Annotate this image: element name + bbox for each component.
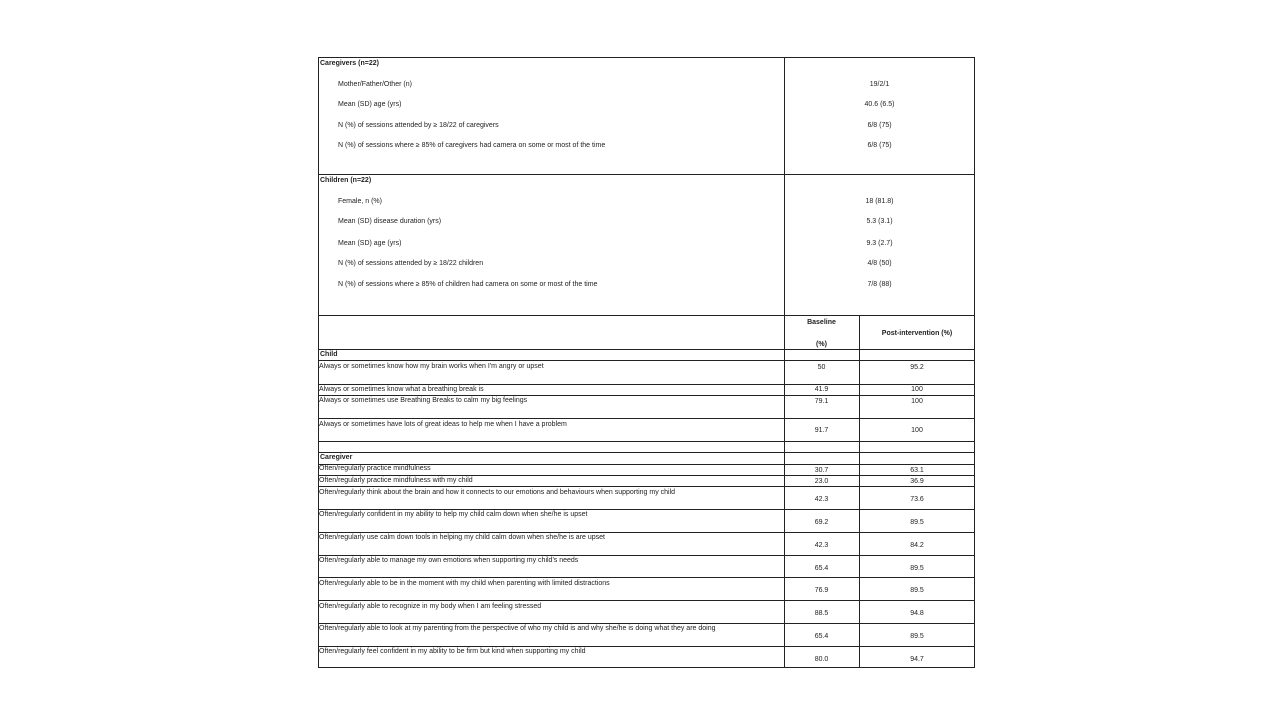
baseline-value: 80.0 bbox=[814, 656, 829, 663]
row-divider bbox=[318, 577, 975, 578]
post-value: 100 bbox=[911, 386, 923, 393]
children-row-value: 9.3 (2.7) bbox=[866, 240, 893, 247]
caregivers-row-label: Mean (SD) age (yrs) bbox=[338, 101, 402, 108]
outcome-label: Often/regularly able to look at my parenting from the perspective of who my child is and why she/he is doing what they are doing bbox=[319, 625, 716, 632]
outcome-label: Always or sometimes use Breathing Breaks to calm my big feelings bbox=[319, 397, 528, 404]
post-value: 100 bbox=[911, 427, 923, 434]
post-value: 89.5 bbox=[910, 519, 924, 526]
row-divider bbox=[318, 486, 975, 487]
children-row-label: Mean (SD) disease duration (yrs) bbox=[338, 218, 442, 225]
baseline-value: 69.2 bbox=[814, 519, 829, 526]
caregivers-row-value: 6/8 (75) bbox=[867, 122, 892, 129]
children-row-label: N (%) of sessions attended by ≥ 18/22 children bbox=[338, 260, 484, 267]
baseline-header: Baseline bbox=[807, 319, 836, 326]
baseline-value: 50 bbox=[817, 364, 826, 371]
baseline-value: 65.4 bbox=[814, 565, 829, 572]
baseline-value: 79.1 bbox=[814, 398, 829, 405]
children-row-value: 7/8 (88) bbox=[867, 281, 892, 288]
baseline-value: 91.7 bbox=[814, 427, 829, 434]
outcome-label: Often/regularly use calm down tools in helping my child calm down when she/he is are upset bbox=[319, 534, 605, 541]
caregivers-table bbox=[318, 57, 975, 175]
post-value: 95.2 bbox=[910, 364, 924, 371]
baseline-value: 76.9 bbox=[814, 587, 829, 594]
post-value: 89.5 bbox=[910, 633, 924, 640]
row-divider bbox=[318, 452, 975, 453]
caregivers-row-label: N (%) of sessions where ≥ 85% of caregivers had camera on some or most of the time bbox=[338, 142, 606, 149]
post-value: 89.5 bbox=[910, 587, 924, 594]
caregivers-row-value: 40.6 (6.5) bbox=[864, 101, 895, 108]
caregivers-row-label: Mother/Father/Other (n) bbox=[338, 81, 412, 88]
baseline-value: 41.9 bbox=[814, 386, 829, 393]
outcome-label: Always or sometimes know what a breathing break is bbox=[319, 386, 484, 393]
caregivers-heading: Caregivers (n=22) bbox=[320, 60, 379, 67]
caregiver-heading: Caregiver bbox=[320, 454, 353, 461]
outcome-label: Often/regularly practice mindfulness with my child bbox=[319, 477, 473, 484]
row-divider bbox=[318, 600, 975, 601]
children-row-value: 18 (81.8) bbox=[865, 198, 894, 205]
row-divider bbox=[318, 418, 975, 419]
children-heading: Children (n=22) bbox=[320, 177, 372, 184]
children-row-label: N (%) of sessions where ≥ 85% of children had camera on some or most of the time bbox=[338, 281, 598, 288]
baseline-value: 88.5 bbox=[814, 610, 829, 617]
post-value: 89.5 bbox=[910, 565, 924, 572]
row-divider bbox=[318, 349, 975, 350]
outcome-label: Always or sometimes have lots of great ideas to help me when I have a problem bbox=[319, 421, 567, 428]
post-intervention-header: Post-intervention (%) bbox=[881, 330, 953, 337]
post-value: 73.6 bbox=[910, 496, 924, 503]
post-value: 63.1 bbox=[910, 467, 924, 474]
outcome-label: Often/regularly able to recognize in my body when I am feeling stressed bbox=[319, 603, 542, 610]
children-row-label: Mean (SD) age (yrs) bbox=[338, 240, 402, 247]
row-divider bbox=[318, 441, 975, 442]
post-value: 94.7 bbox=[910, 656, 924, 663]
baseline-unit: (%) bbox=[816, 341, 827, 348]
children-row-value: 4/8 (50) bbox=[867, 260, 892, 267]
child-heading: Child bbox=[320, 351, 338, 358]
outcome-label: Often/regularly able to manage my own emotions when supporting my child's needs bbox=[319, 557, 579, 564]
baseline-value: 42.3 bbox=[814, 542, 829, 549]
caregivers-row-value: 19/2/1 bbox=[869, 81, 890, 88]
baseline-value: 65.4 bbox=[814, 633, 829, 640]
outcome-label: Often/regularly confident in my ability to help my child calm down when she/he is upset bbox=[319, 511, 588, 518]
baseline-value: 30.7 bbox=[814, 467, 829, 474]
outcome-label: Often/regularly feel confident in my ability to be firm but kind when supporting my child bbox=[319, 648, 586, 655]
caregivers-row-value: 6/8 (75) bbox=[867, 142, 892, 149]
outcome-label: Often/regularly think about the brain and how it connects to our emotions and behaviours when supporting my child bbox=[319, 489, 676, 496]
post-value: 84.2 bbox=[910, 542, 924, 549]
post-value: 100 bbox=[911, 398, 923, 405]
children-row-value: 5.3 (3.1) bbox=[866, 218, 893, 225]
caregivers-row-label: N (%) of sessions attended by ≥ 18/22 of caregivers bbox=[338, 122, 499, 129]
outcome-label: Often/regularly practice mindfulness bbox=[319, 465, 431, 472]
children-row-label: Female, n (%) bbox=[338, 198, 382, 205]
outcome-label: Often/regularly able to be in the moment with my child when parenting with limited distractions bbox=[319, 580, 610, 587]
post-value: 94.8 bbox=[910, 610, 924, 617]
outcome-label: Always or sometimes know how my brain works when I'm angry or upset bbox=[319, 363, 544, 370]
row-divider bbox=[318, 360, 975, 361]
baseline-value: 23.0 bbox=[814, 478, 829, 485]
caregivers-column-divider bbox=[784, 57, 785, 175]
post-value: 36.9 bbox=[910, 478, 924, 485]
baseline-value: 42.3 bbox=[814, 496, 829, 503]
